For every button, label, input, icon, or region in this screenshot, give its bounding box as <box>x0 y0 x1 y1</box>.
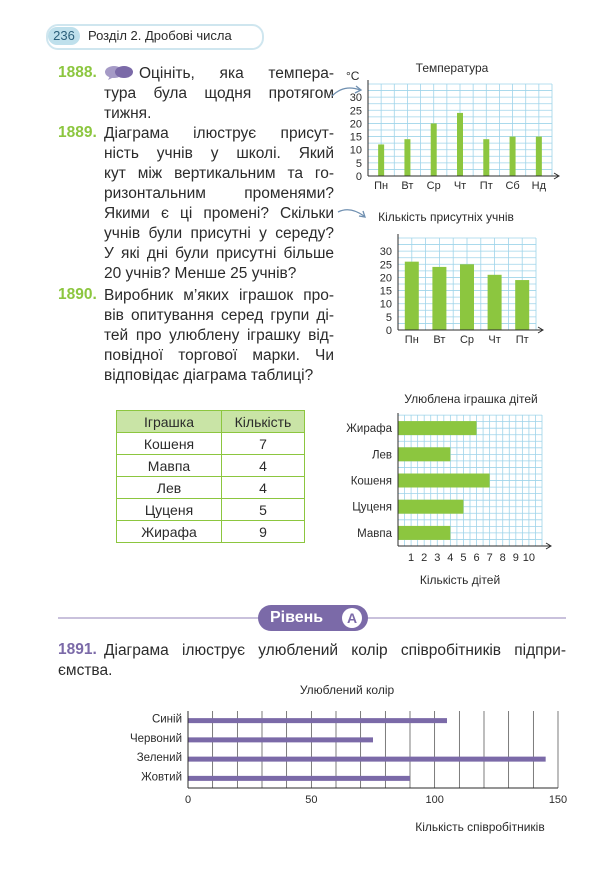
table-cell: 5 <box>222 499 305 521</box>
table-header: Кількість <box>222 411 305 433</box>
bar <box>398 526 450 540</box>
bar <box>398 421 477 435</box>
x-axis-label: Кількість співробітників <box>415 820 545 834</box>
task-1889-line: У які дні були присутні більше <box>104 245 334 262</box>
x-tick-label: 10 <box>522 552 536 564</box>
table-row <box>117 455 305 477</box>
y-tick-label: 25 <box>379 259 392 272</box>
x-tick-label: Чт <box>453 180 467 192</box>
temperature-chart <box>338 56 578 196</box>
x-tick-label: Чт <box>488 334 501 346</box>
task-1888-line: тура була щодня протягом <box>104 85 334 102</box>
level-label: Рівень <box>270 609 324 626</box>
x-tick-label: Ср <box>459 334 475 346</box>
x-tick-label: 4 <box>447 552 454 564</box>
x-tick-label: 8 <box>499 552 506 564</box>
task-1888-line: тижня. <box>104 105 152 122</box>
task-1890-line: вів опитування серед групи ді- <box>104 307 334 324</box>
y-tick-label: 15 <box>349 131 362 144</box>
y-tick-label: 0 <box>355 171 362 183</box>
section-title: Розділ 2. Дробові числа <box>88 28 232 43</box>
task-number-1890: 1890. <box>58 286 97 303</box>
chart-title: Улюблений колір <box>299 683 395 697</box>
y-tick-label: 0 <box>385 325 392 337</box>
task-number-1891: 1891. <box>58 641 97 658</box>
level-letter: А <box>342 608 362 628</box>
x-tick-label: 50 <box>305 794 318 806</box>
bar <box>398 447 450 461</box>
y-tick-label: Жовтий <box>141 771 182 784</box>
chart-title: Кількість присутніх учнів <box>378 210 514 224</box>
x-tick-label: Нд <box>531 180 547 192</box>
y-axis-label: °С <box>346 69 360 83</box>
y-tick-label: 20 <box>349 118 362 131</box>
x-tick-label: 6 <box>473 552 480 564</box>
table-row <box>117 433 305 455</box>
table-row <box>117 521 305 543</box>
x-tick-label: Пн <box>374 180 389 192</box>
table-header-row <box>117 411 305 433</box>
y-tick-label: Цуценя <box>352 501 392 514</box>
bar <box>536 137 542 176</box>
bar <box>405 262 419 330</box>
bar <box>188 776 410 781</box>
task-1889-line: Діаграма ілюструє присут- <box>104 125 334 142</box>
y-tick-label: Кошеня <box>350 475 392 488</box>
task-1890-line: відповідає діаграма таблиці? <box>104 367 314 384</box>
y-tick-label: 30 <box>379 246 392 259</box>
x-tick-label: 5 <box>460 552 467 564</box>
task-number-1888: 1888. <box>58 64 97 81</box>
y-tick-label: 10 <box>349 144 362 157</box>
task-1889-line: кут між вертикальним та го- <box>104 165 334 182</box>
x-tick-label: 9 <box>512 552 519 564</box>
x-tick-label: Ср <box>426 180 441 192</box>
task-1890-line: Виробник м’яких іграшок про- <box>104 287 334 304</box>
table-cell: 9 <box>222 521 305 543</box>
x-tick-label: Пт <box>515 334 529 346</box>
task-1890-line: повідної торгової марки. Чи <box>104 347 334 364</box>
toys-table <box>116 410 305 543</box>
bar <box>398 474 490 488</box>
toys-chart <box>330 388 570 590</box>
table-cell: Жирафа <box>117 521 222 543</box>
x-tick-label: 100 <box>425 794 444 806</box>
task-1891-line: ємства. <box>58 662 113 679</box>
x-tick-label: 1 <box>408 552 415 564</box>
table-cell: 7 <box>222 433 305 455</box>
task-1889-line: учнів були присутні у середу? <box>104 225 334 242</box>
bar <box>398 500 463 514</box>
y-tick-label: Синій <box>151 713 182 726</box>
y-tick-label: 5 <box>355 157 362 170</box>
x-tick-label: 3 <box>434 552 441 564</box>
level-badge <box>258 605 368 631</box>
colors-chart <box>110 680 580 840</box>
task-1888-line: Оцініть, яка темпера- <box>139 65 334 82</box>
bar <box>188 757 546 762</box>
y-tick-label: 10 <box>379 298 392 311</box>
y-tick-label: 5 <box>385 311 392 324</box>
table-header: Іграшка <box>117 411 222 433</box>
page-number: 236 <box>48 27 80 45</box>
y-tick-label: Червоний <box>129 732 182 745</box>
x-tick-label: Вт <box>433 334 446 346</box>
bar <box>431 123 437 176</box>
y-tick-label: Зелений <box>136 752 182 765</box>
bar <box>188 718 447 723</box>
bar <box>483 139 489 176</box>
bar <box>404 139 410 176</box>
table-cell: Цуценя <box>117 499 222 521</box>
x-tick-label: Вт <box>401 180 414 192</box>
bar <box>378 144 384 176</box>
y-tick-label: Жирафа <box>346 423 392 436</box>
x-tick-label: 150 <box>548 794 568 806</box>
task-number-1889: 1889. <box>58 124 97 141</box>
table-cell: Кошеня <box>117 433 222 455</box>
bar <box>515 280 529 330</box>
bar <box>432 267 446 330</box>
x-tick-label: Пт <box>479 180 493 192</box>
task-1889-line: ризонтальним променями? <box>104 185 334 202</box>
task-1890-line: тей про улюблену іграшку від- <box>104 327 334 344</box>
task-1889-line: 20 учнів? Менше 25 учнів? <box>104 265 297 282</box>
x-tick-label: 7 <box>486 552 493 564</box>
table-row <box>117 499 305 521</box>
speech-bubbles-icon <box>104 65 134 86</box>
table-cell: 4 <box>222 455 305 477</box>
y-tick-label: 25 <box>349 105 362 118</box>
bar <box>460 264 474 330</box>
y-tick-label: 15 <box>379 285 392 298</box>
x-tick-label: Сб <box>505 180 520 192</box>
table-cell: Лев <box>117 477 222 499</box>
x-tick-label: 2 <box>421 552 428 564</box>
y-tick-label: Лев <box>371 449 392 462</box>
y-tick-label: 30 <box>349 92 362 105</box>
bar <box>457 113 463 176</box>
task-1889-line: Якими є ці промені? Скільки <box>104 205 334 222</box>
attendance-chart <box>360 206 550 354</box>
bar <box>510 137 516 176</box>
chart-title: Улюблена іграшка дітей <box>404 392 538 406</box>
bar <box>188 737 373 742</box>
table-cell: Мавпа <box>117 455 222 477</box>
table-row <box>117 477 305 499</box>
y-tick-label: Мавпа <box>357 527 392 540</box>
x-tick-label: Пн <box>404 334 419 346</box>
bar <box>488 275 502 330</box>
x-axis-label: Кількість дітей <box>419 573 501 587</box>
task-1889-line: ність учнів у школі. Який <box>104 145 334 162</box>
x-tick-label: 0 <box>184 794 192 806</box>
chart-title: Температура <box>415 61 489 75</box>
y-tick-label: 20 <box>379 272 392 285</box>
table-cell: 4 <box>222 477 305 499</box>
task-1891-line: Діаграма ілюструє улюблений колір співробітників підпри- <box>104 642 566 659</box>
